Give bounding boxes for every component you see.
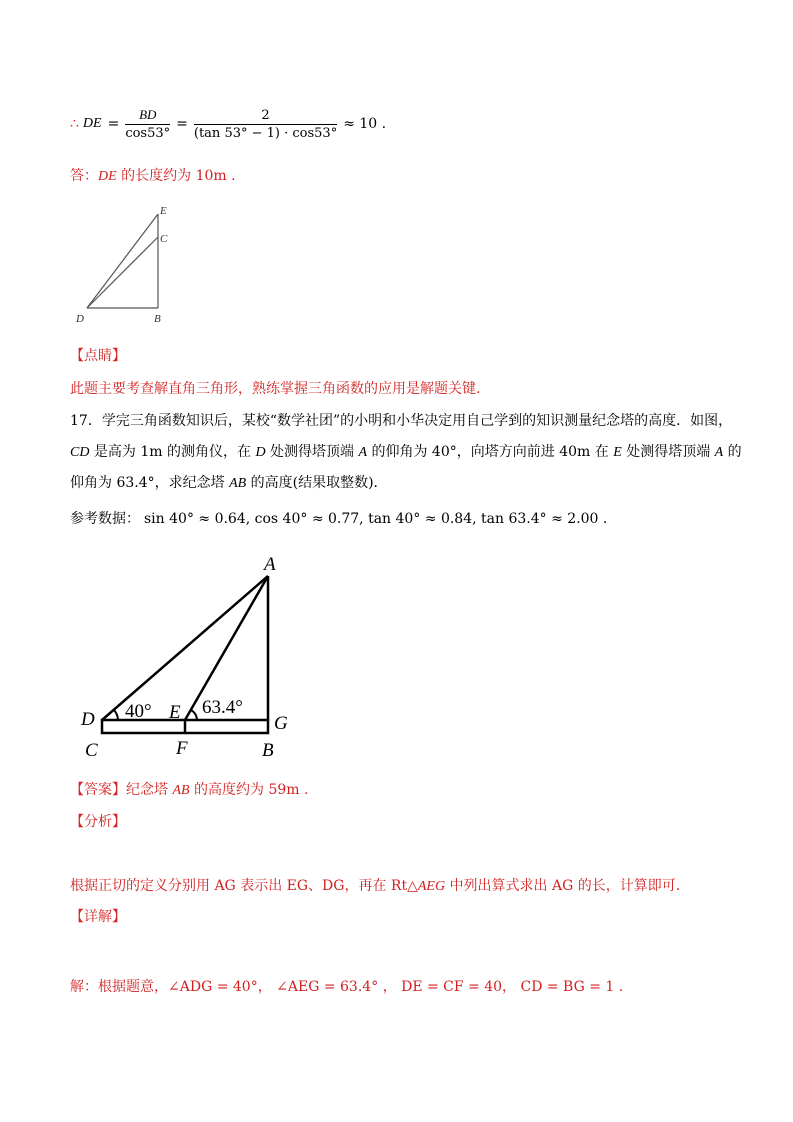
analysis-text-post: 中列出算式求出 AG 的长，计算即可.	[445, 878, 681, 894]
answer-de	[70, 165, 236, 185]
fraction-1-denominator: cos53°	[125, 126, 171, 141]
fig1-label-b: B	[154, 313, 161, 325]
text-seg: 的高度(结果取整数)．	[246, 475, 388, 491]
formula-fraction-1	[125, 107, 170, 141]
var-cd: CD	[70, 445, 90, 460]
figure-tower	[75, 550, 315, 765]
therefore-symbol: ∴	[70, 116, 79, 132]
text-seg: 的仰角为 40°，向塔方向前进 40m 在	[367, 444, 614, 460]
var-a: A	[358, 445, 368, 460]
formula-approx: ≈ 10 .	[343, 116, 387, 132]
fig2-line-da	[102, 576, 268, 720]
fig1-line-de	[87, 214, 158, 308]
text-seg: 的	[723, 444, 742, 460]
answer-de-suffix: 的长度约为 10m .	[116, 168, 236, 184]
answer-post: 的高度约为 59m .	[189, 782, 309, 798]
fig2-label-g: G	[274, 713, 288, 734]
problem-17-line-3	[70, 472, 388, 492]
fig2-label-b: B	[262, 740, 274, 761]
formula-lhs: DE	[82, 116, 102, 131]
answer-tag: 【答案】	[70, 782, 126, 798]
answer-de-var: DE	[98, 169, 117, 184]
fig2-angle-63: 63.4°	[202, 697, 243, 718]
fig2-label-f: F	[176, 738, 188, 759]
formula-fraction-2	[194, 108, 337, 141]
formula-de	[70, 104, 386, 144]
var-d: D	[255, 445, 266, 460]
comment-text: 此题主要考查解直角三角形，熟练掌握三角函数的应用是解题关键.	[70, 381, 481, 397]
text-seg: 是高为 1m 的测角仪，在	[89, 444, 256, 460]
answer-de-prefix: 答：	[70, 168, 98, 184]
fraction-2-numerator: 2	[194, 108, 337, 125]
analysis-text	[70, 875, 680, 895]
comment-heading: 【点睛】	[70, 348, 126, 364]
analysis-text-pre: 根据正切的定义分别用 AG 表示出 EG、DG，再在 Rt△	[70, 878, 418, 894]
fig2-angle-40: 40°	[125, 701, 152, 722]
figure-triangle-dbe	[70, 200, 190, 330]
fig2-angle-arc-d	[114, 710, 118, 720]
text-seg: 仰角为 63.4°，求纪念塔	[70, 475, 230, 491]
fraction-2-denominator: (tan 53° − 1) · cos53°	[193, 125, 338, 141]
reference-data	[70, 508, 607, 528]
problem-17-line-1: 17．学完三角函数知识后，某校“数学社团”的小明和小华决定用自己学到的知识测量纪念塔的高度．如图，	[70, 413, 733, 429]
fig2-label-a: A	[264, 554, 276, 575]
fig2-angle-arc-e	[191, 710, 197, 720]
analysis-text-var: AEG	[417, 879, 446, 894]
fig2-label-e: E	[169, 702, 181, 723]
var-a: A	[714, 445, 724, 460]
formula-eq1: =	[107, 116, 120, 132]
fig1-label-c: C	[160, 233, 168, 245]
reference-prefix: 参考数据：	[70, 511, 140, 527]
problem-17-line-2	[70, 441, 742, 461]
text-seg: 处测得塔顶端	[265, 444, 359, 460]
fraction-1-numerator: BD	[125, 107, 170, 125]
fig1-line-dc	[87, 237, 158, 308]
fig2-label-c: C	[85, 740, 98, 761]
fig2-label-d: D	[81, 709, 95, 730]
fig1-label-e: E	[160, 205, 167, 217]
detail-text: 解：根据题意，∠ADG = 40°， ∠AEG = 63.4° ， DE = CF = 40， CD = BG = 1 .	[70, 979, 624, 995]
answer-pre: 纪念塔	[126, 782, 173, 798]
answer-var: AB	[172, 783, 190, 798]
var-ab: AB	[229, 476, 247, 491]
formula-eq2: =	[176, 116, 188, 132]
text-seg: 处测得塔顶端	[621, 444, 715, 460]
answer-17	[70, 779, 308, 799]
var-e: E	[613, 445, 622, 460]
detail-heading: 【详解】	[70, 909, 126, 925]
fig1-label-d: D	[76, 313, 84, 325]
analysis-heading: 【分析】	[70, 814, 126, 830]
reference-values: sin 40° ≈ 0.64, cos 40° ≈ 0.77, tan 40° ≈ 0.84, tan 63.4° ≈ 2.00 .	[144, 511, 608, 527]
